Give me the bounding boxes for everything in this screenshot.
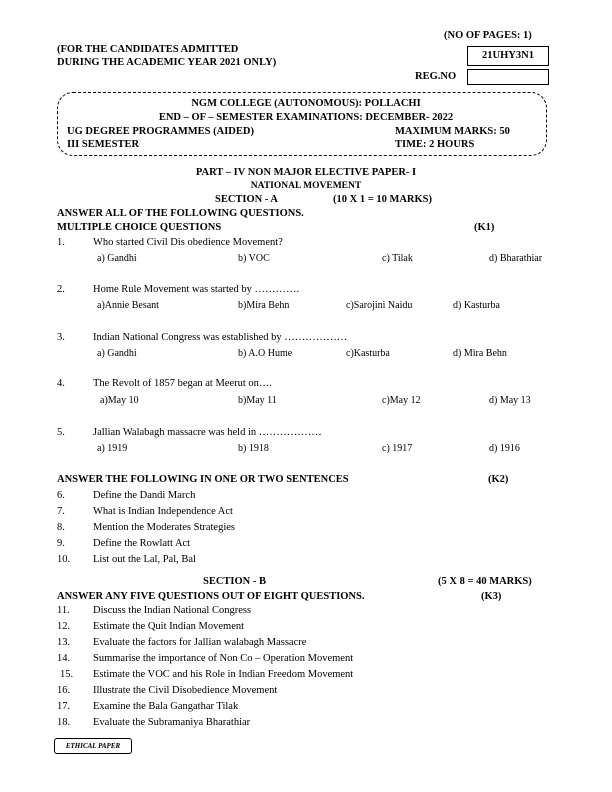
question-text: Evaluate the factors for Jallian walabagh Massacre [93, 637, 307, 648]
question-number: 3. [57, 332, 65, 343]
question-number: 13. [57, 637, 71, 648]
question-text: Examine the Bala Gangathar Tilak [93, 701, 239, 712]
question-text: What is Indian Independence Act [93, 506, 233, 517]
option-a: a)Annie Besant [97, 300, 159, 311]
question-number: 15. [60, 669, 74, 680]
section-b-instruction: ANSWER ANY FIVE QUESTIONS OUT OF EIGHT QUESTIONS. [57, 591, 365, 602]
semester: III SEMESTER [67, 139, 140, 150]
short-answer-level: (K2) [488, 474, 509, 485]
option-b: b) 1918 [238, 443, 269, 454]
question-text: Summarise the importance of Non Co – Operation Movement [93, 653, 354, 664]
reg-no-label: REG.NO [415, 71, 457, 82]
question-number: 5. [57, 427, 65, 438]
section-a-instruction: ANSWER ALL OF THE FOLLOWING QUESTIONS. [57, 208, 304, 219]
option-d: d) Kasturba [453, 300, 500, 311]
question-text: Estimate the Quit Indian Movement [93, 621, 245, 632]
admitted-line-1: (FOR THE CANDIDATES ADMITTED [57, 44, 239, 55]
question-text: Illustrate the Civil Disobedience Movement [93, 685, 278, 696]
question-number: 14. [57, 653, 71, 664]
section-b-level: (K3) [481, 591, 502, 602]
ethical-paper-badge: ETHICAL PAPER [54, 738, 132, 754]
question-number: 11. [57, 605, 70, 616]
paper-code-box [467, 46, 549, 66]
question-number: 7. [57, 506, 65, 517]
pages-count: (NO OF PAGES: 1) [444, 30, 532, 41]
question-number: 16. [57, 685, 71, 696]
section-b-marks: (5 X 8 = 40 MARKS) [438, 576, 532, 587]
question-text: Jallian Walabagh massacre was held in ……………… [93, 427, 322, 438]
mcq-level: (K1) [474, 222, 495, 233]
question-number: 17. [57, 701, 71, 712]
question-text: Define the Dandi March [93, 490, 196, 501]
option-d: d) Bharathiar [489, 253, 543, 264]
question-number: 8. [57, 522, 65, 533]
option-a: a) Gandhi [97, 253, 137, 264]
question-number: 12. [57, 621, 71, 632]
question-text: Discuss the Indian National Congress [93, 605, 252, 616]
section-a-title: SECTION - A [215, 194, 279, 205]
option-c: c)Sarojini Naidu [346, 300, 413, 311]
question-number: 1. [57, 237, 65, 248]
question-text: Who started Civil Dis obedience Movement? [93, 237, 283, 248]
reg-no-field [467, 69, 549, 85]
question-number: 10. [57, 554, 71, 565]
option-a: a)May 10 [100, 395, 139, 406]
admitted-line-2: DURING THE ACADEMIC YEAR 2021 ONLY) [57, 57, 277, 68]
exam-time: TIME: 2 HOURS [395, 139, 475, 150]
mcq-heading: MULTIPLE CHOICE QUESTIONS [57, 222, 222, 233]
programme: UG DEGREE PROGRAMMES (AIDED) [67, 126, 254, 137]
section-b-title: SECTION - B [203, 576, 267, 587]
option-d: d) 1916 [489, 443, 520, 454]
option-a: a) 1919 [97, 443, 128, 454]
option-c: c)May 12 [382, 395, 421, 406]
question-text: List out the Lal, Pal, Bal [93, 554, 196, 565]
question-text: The Revolt of 1857 began at Meerut on…. [93, 378, 273, 389]
question-text: Mention the Moderates Strategies [93, 522, 236, 533]
option-a: a) Gandhi [97, 348, 137, 359]
option-c: c) Tilak [382, 253, 413, 264]
question-text: Estimate the VOC and his Role in Indian Freedom Movement [93, 669, 354, 680]
option-b: b) VOC [238, 253, 270, 264]
paper-subject: NATIONAL MOVEMENT [250, 181, 362, 191]
option-d: d) May 13 [489, 395, 531, 406]
question-number: 6. [57, 490, 65, 501]
question-text: Indian National Congress was established by ……………… [93, 332, 348, 343]
short-answer-heading: ANSWER THE FOLLOWING IN ONE OR TWO SENTENCES [57, 474, 349, 485]
question-number: 2. [57, 284, 65, 295]
question-number: 9. [57, 538, 65, 549]
college-name: NGM COLLEGE (AUTONOMOUS): POLLACHI [191, 98, 421, 109]
paper-code: 21UHY3N1 [482, 50, 534, 61]
paper-part: PART – IV NON MAJOR ELECTIVE PAPER- I [195, 167, 417, 178]
option-d: d) Mira Behn [453, 348, 507, 359]
option-c: c) 1917 [382, 443, 413, 454]
exam-name: END – OF – SEMESTER EXAMINATIONS: DECEMBER- 2022 [158, 112, 454, 123]
question-text: Evaluate the Subramaniya Bharathiar [93, 717, 251, 728]
question-number: 18. [57, 717, 71, 728]
option-b: b)Mira Behn [238, 300, 290, 311]
max-marks: MAXIMUM MARKS: 50 [395, 126, 510, 137]
option-b: b) A.O Hume [238, 348, 293, 359]
question-text: Define the Rowlatt Act [93, 538, 191, 549]
option-c: c)Kasturba [346, 348, 390, 359]
question-number: 4. [57, 378, 65, 389]
option-b: b)May 11 [238, 395, 277, 406]
section-a-marks: (10 X 1 = 10 MARKS) [333, 194, 433, 205]
question-text: Home Rule Movement was started by …………. [93, 284, 300, 295]
